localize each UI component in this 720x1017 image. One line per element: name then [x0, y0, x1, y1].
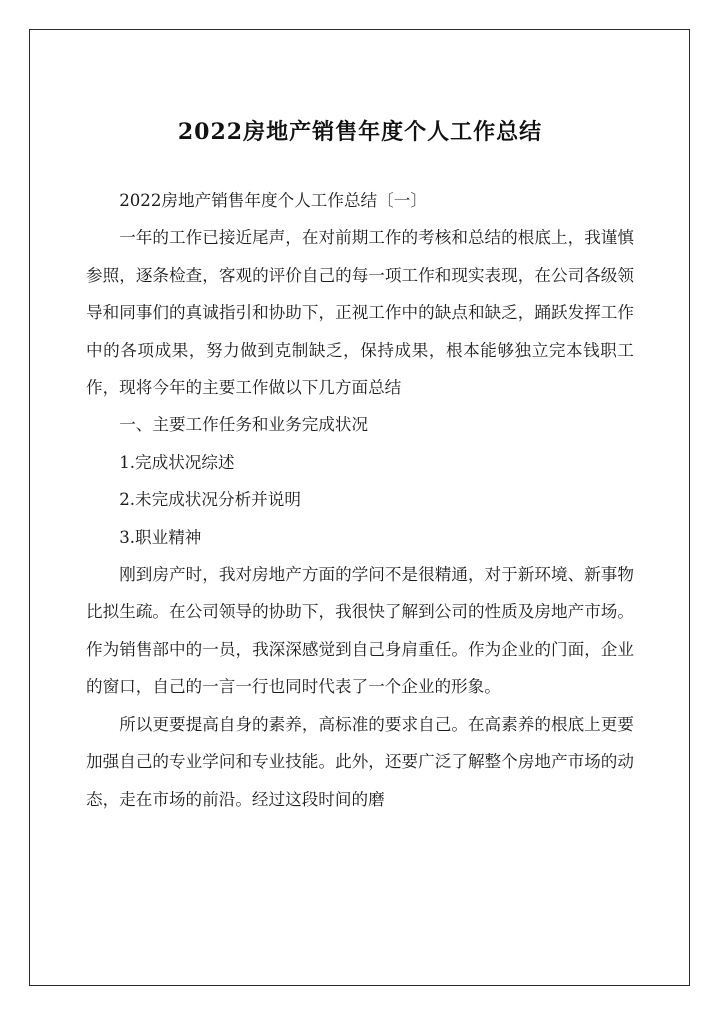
document-title: 2022房地产销售年度个人工作总结	[177, 119, 543, 145]
list-item-3: 3.职业精神	[119, 527, 202, 547]
paragraph-intro: 一年的工作已接近尾声，在对前期工作的考核和总结的根底上，我谨慎参照，逐条检查，客观的评价自己的每一项工作和现实表现，在公司各级领导和同事们的真诚指引和协助下，正视工作中的缺点和缺乏，踊跃发挥工作中的各项成果，努力做到克制缺乏，保持成果，根本能够独立完本钱职工作，现将今年的主要工作做以下几方面总结	[86, 228, 634, 398]
list-item-1: 1.完成状况综述	[119, 452, 235, 472]
document-body	[86, 112, 634, 818]
section-heading-1: 一、主要工作任务和业务完成状况	[119, 415, 369, 435]
paragraph-body-2: 所以更要提高自身的素养，高标准的要求自己。在高素养的根底上更要加强自己的专业学问和专业技能。此外，还要广泛了解整个房地产市场的动态，走在市场的前沿。经过这段时间的磨	[86, 714, 634, 809]
paragraph-subtitle: 2022房地产销售年度个人工作总结〔一〕	[119, 191, 427, 210]
paragraph-body-1: 刚到房产时，我对房地产方面的学问不是很精通，对于新环境、新事物比拟生疏。在公司领导的协助下，我很快了解到公司的性质及房地产市场。作为销售部中的一员，我深深感觉到自己身肩重任。作为企业的门面，企业的窗口，自己的一言一行也同时代表了一个企业的形象。	[86, 565, 634, 697]
list-item-2: 2.未完成状况分析并说明	[119, 490, 301, 510]
